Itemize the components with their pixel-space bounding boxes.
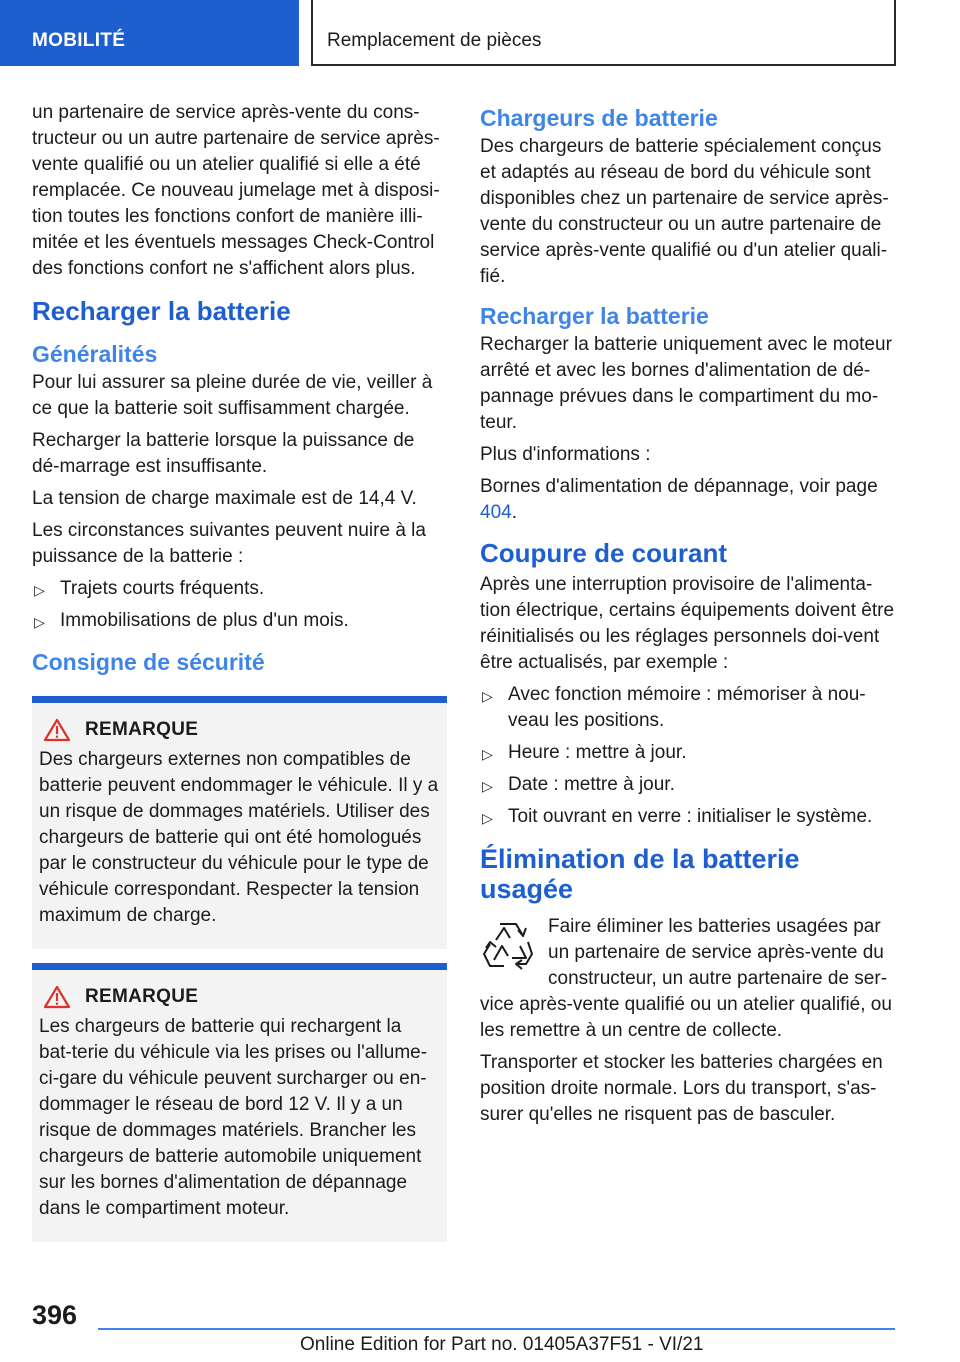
list-item: ▷ Date : mettre à jour.	[480, 772, 895, 798]
reset-list	[480, 682, 895, 830]
bullet-triangle-icon: ▷	[34, 582, 45, 598]
edition-label: Online Edition for Part no. 01405A37F51 - VI/21	[300, 1334, 704, 1355]
list-item: ▷ Immobilisations de plus d'un mois.	[32, 608, 447, 634]
heading-generalites: Généralités	[32, 341, 158, 367]
paragraph-circonstances: Les circonstances suivantes peuvent nuire à la puissance de la batterie :	[32, 520, 426, 567]
paragraph-recharger-moteur: Recharger la batterie uniquement avec le moteur arrêté et avec les bornes d'alimentation de dé-pannage prévues dans le compartiment du mo-teur.	[480, 334, 892, 433]
warning-triangle-icon	[43, 718, 71, 742]
section-tab	[0, 0, 299, 66]
section-title: MOBILITÉ	[32, 30, 126, 51]
paragraph-elimination: Faire éliminer les batteries usagées par un partenaire de service après-vente du constructeur, un autre partenaire de ser-vice après-vente qualifié ou un atelier qualifié, ou les remettre à un centre de collecte.	[480, 916, 892, 1041]
paragraph-tension-max: La tension de charge maximale est de 14,4 V.	[32, 488, 417, 509]
list-item: ▷ Toit ouvrant en verre : initialiser le système.	[480, 804, 895, 830]
bullet-triangle-icon: ▷	[482, 778, 493, 794]
bullet-triangle-icon: ▷	[482, 688, 493, 704]
footer-divider	[98, 1328, 895, 1330]
warning-title: REMARQUE	[85, 986, 199, 1007]
paragraph-coupure: Après une interruption provisoire de l'alimenta-tion électrique, certains équipements doivent être réinitialisés ou les réglages personnels doi-vent être actualisés, par exemple :	[480, 574, 895, 673]
warning-triangle-icon	[43, 985, 71, 1009]
heading-recharger-batterie-2: Recharger la batterie	[480, 303, 709, 329]
paragraph-chargeurs: Des chargeurs de batterie spécialement conçus et adaptés au réseau de bord du véhicule sont disponibles chez un partenaire de service après-vente du constructeur ou un autre partenaire de service après-vente qualifié ou d'un atelier quali-fié.	[480, 136, 889, 287]
chapter-tab	[311, 0, 896, 66]
disposal-block	[480, 914, 895, 1128]
heading-coupure-courant: Coupure de courant	[480, 538, 728, 568]
left-column	[32, 100, 447, 1242]
intro-paragraph: un partenaire de service après-vente du cons-tructeur ou un autre partenaire de service après-vente qualifié ou un atelier qualifié si elle a été remplacée. Ce nouveau jumelage met à disposi-tion toutes les fonctions confort de manière illi-mitée et les éventuels messages Check-Control des fonctions confort ne s'affichent alors plus.	[32, 102, 440, 279]
paragraph-transport: Transporter et stocker les batteries chargées en position droite normale. Lors du transport, s'as-surer qu'elles ne risquent pas de basculer.	[480, 1052, 883, 1125]
bullet-triangle-icon: ▷	[34, 614, 45, 630]
warning-text: Des chargeurs externes non compatibles de batterie peuvent endommager le véhicule. Il y a un risque de dommages matériels. Utiliser des chargeurs de batterie qui ont été homologués par le constructeur du véhicule pour le type de véhicule correspondant. Respecter la tension maximum de charge.	[39, 749, 439, 926]
chapter-title: Remplacement de pièces	[327, 30, 542, 51]
right-column	[480, 100, 895, 1134]
list-item: ▷ Avec fonction mémoire : mémoriser à nou-veau les positions.	[482, 684, 866, 731]
page-reference-link[interactable]: 404	[480, 502, 512, 523]
bullet-triangle-icon: ▷	[482, 810, 493, 826]
recycle-icon	[482, 916, 534, 974]
list-item: ▷ Trajets courts fréquents.	[32, 576, 447, 602]
paragraph-duree-vie: Pour lui assurer sa pleine durée de vie, veiller à ce que la batterie soit suffisamment chargée.	[32, 372, 433, 419]
heading-consigne-securite: Consigne de sécurité	[32, 649, 265, 675]
paragraph-puissance-demarrage: Recharger la batterie lorsque la puissance de dé-marrage est insuffisante.	[32, 430, 415, 477]
heading-chargeurs-batterie: Chargeurs de batterie	[480, 105, 718, 131]
paragraph-plus-infos: Plus d'informations :	[480, 444, 651, 465]
page-number: 396	[32, 1300, 78, 1330]
bullet-triangle-icon: ▷	[482, 746, 493, 762]
heading-elimination-batterie: Élimination de la batterie usagée	[480, 844, 800, 904]
circumstances-list	[32, 576, 447, 634]
warning-text: Les chargeurs de batterie qui rechargent la bat-terie du véhicule via les prises ou l'allume-ci-gare du véhicule peuvent surcharger ou en-dommager le réseau de bord 12 V. Il y a un risque de dommages matériels. Brancher les chargeurs de batterie automobile uniquement sur les bornes d'alimentation de dépannage dans le compartiment moteur.	[39, 1016, 428, 1219]
heading-recharger-batterie: Recharger la batterie	[32, 296, 291, 326]
list-item: ▷ Heure : mettre à jour.	[480, 740, 895, 766]
warning-box-2	[32, 963, 447, 1242]
warning-box-1	[32, 696, 447, 949]
warning-title: REMARQUE	[85, 719, 199, 740]
paragraph-reference: Bornes d'alimentation de dépannage, voir page 404.	[480, 476, 878, 523]
